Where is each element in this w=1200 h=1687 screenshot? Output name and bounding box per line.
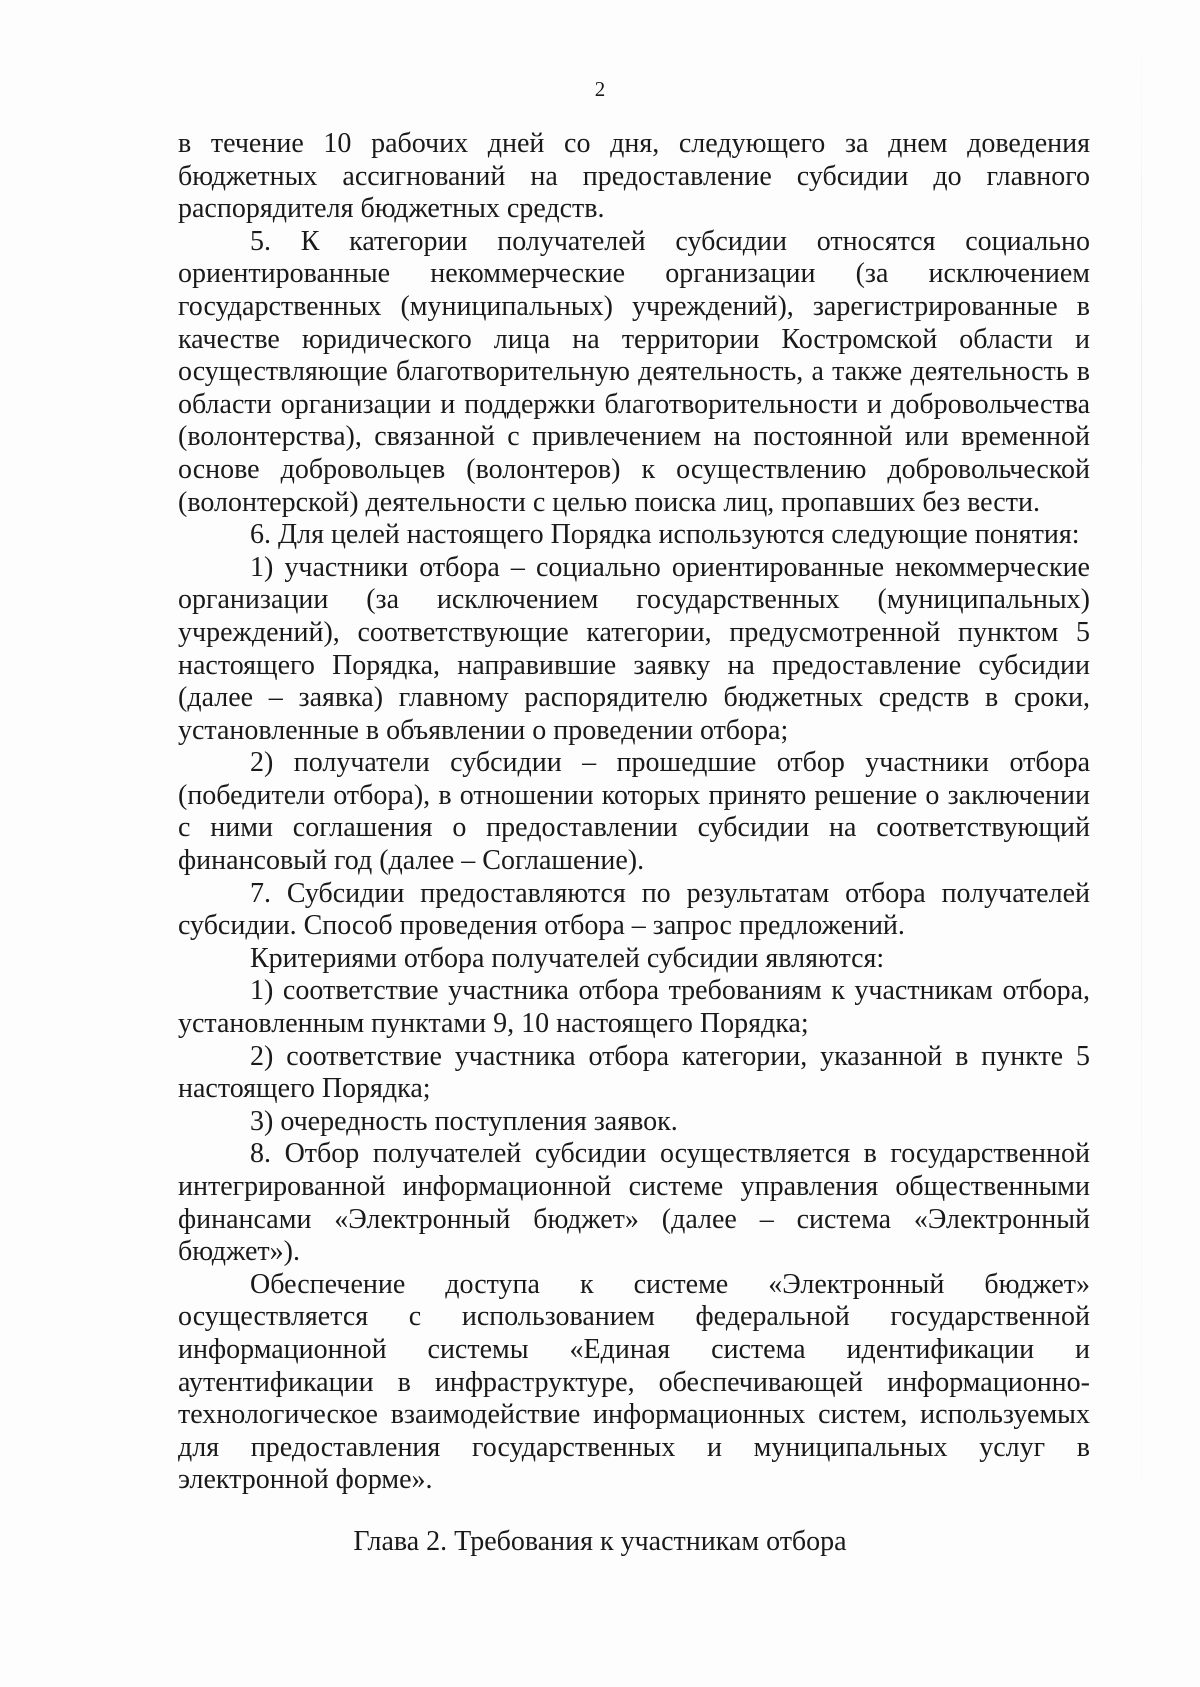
criterion-3: 3) очередность поступления заявок. <box>250 1105 678 1137</box>
selection-criteria-heading: Критериями отбора получателей субсидии являются: <box>250 942 885 974</box>
chapter-title: Глава 2. Требования к участникам отбора <box>353 1526 847 1557</box>
paragraph-5-recipient-category: 5. К категории получателей субсидии относятся социально ориентированные некоммерческие организации (за исключением государственных (муниципальных) учреждений), зарегистрированные в качестве юридического лица на территории Костромской области и осуществляющие благотворительную деятельность, а также деятельность в области организации и поддержки благотворительности и добровольчества (волонтерства), связанной с привлечением на постоянной или временной основе добровольцев (волонтеров) к осуществлению добровольческой (волонтерской) деятельности с целью поиска лиц, пропавших без вести. <box>178 225 1090 518</box>
paragraph-7-selection-method: 7. Субсидии предоставляются по результатам отбора получателей субсидии. Способ проведения отбора – запрос предложений. <box>178 877 1090 942</box>
page-number: 2 <box>594 77 606 101</box>
definition-1-selection-participants: 1) участники отбора – социально ориентированные некоммерческие организации (за исключением государственных (муниципальных) учреждений), соответствующие категории, предусмотренной пунктом 5 настоящего Порядка, направившие заявку на предоставление субсидии (далее – заявка) главному распорядителю бюджетных средств в сроки, установленные в объявлении о проведении отбора; <box>178 551 1090 746</box>
paragraph-8-electronic-budget: 8. Отбор получателей субсидии осуществляется в государственной интегрированной информационной системе управления общественными финансами «Электронный бюджет» (далее – система «Электронный бюджет»). <box>178 1138 1090 1268</box>
criterion-2: 2) соответствие участника отбора категории, указанной в пункте 5 настоящего Порядка; <box>178 1040 1090 1105</box>
criterion-1: 1) соответствие участника отбора требованиям к участникам отбора, установленным пунктами 9, 10 настоящего Порядка; <box>178 975 1090 1040</box>
document-body <box>178 128 1090 1497</box>
paragraph-budget-allocation: в течение 10 рабочих дней со дня, следующего за днем доведения бюджетных ассигнований на предоставление субсидии до главного распорядителя бюджетных средств. <box>178 128 1090 225</box>
scan-edge-shadow <box>1141 0 1142 1687</box>
definition-2-subsidy-recipients: 2) получатели субсидии – прошедшие отбор участники отбора (победители отбора), в отношении которых принято решение о заключении с ними соглашения о предоставлении субсидии на соответствующий финансовый год (далее – Соглашение). <box>178 747 1090 877</box>
paragraph-6-definitions: 6. Для целей настоящего Порядка используются следующие понятия: <box>250 519 1080 551</box>
paragraph-system-access: Обеспечение доступа к системе «Электронный бюджет» осуществляется с использованием федеральной государственной информационной системы «Единая система идентификации и аутентификации в инфраструктуре, обеспечивающей информационно-технологическое взаимодействие информационных систем, используемых для предоставления государственных и муниципальных услуг в электронной форме». <box>178 1268 1090 1496</box>
